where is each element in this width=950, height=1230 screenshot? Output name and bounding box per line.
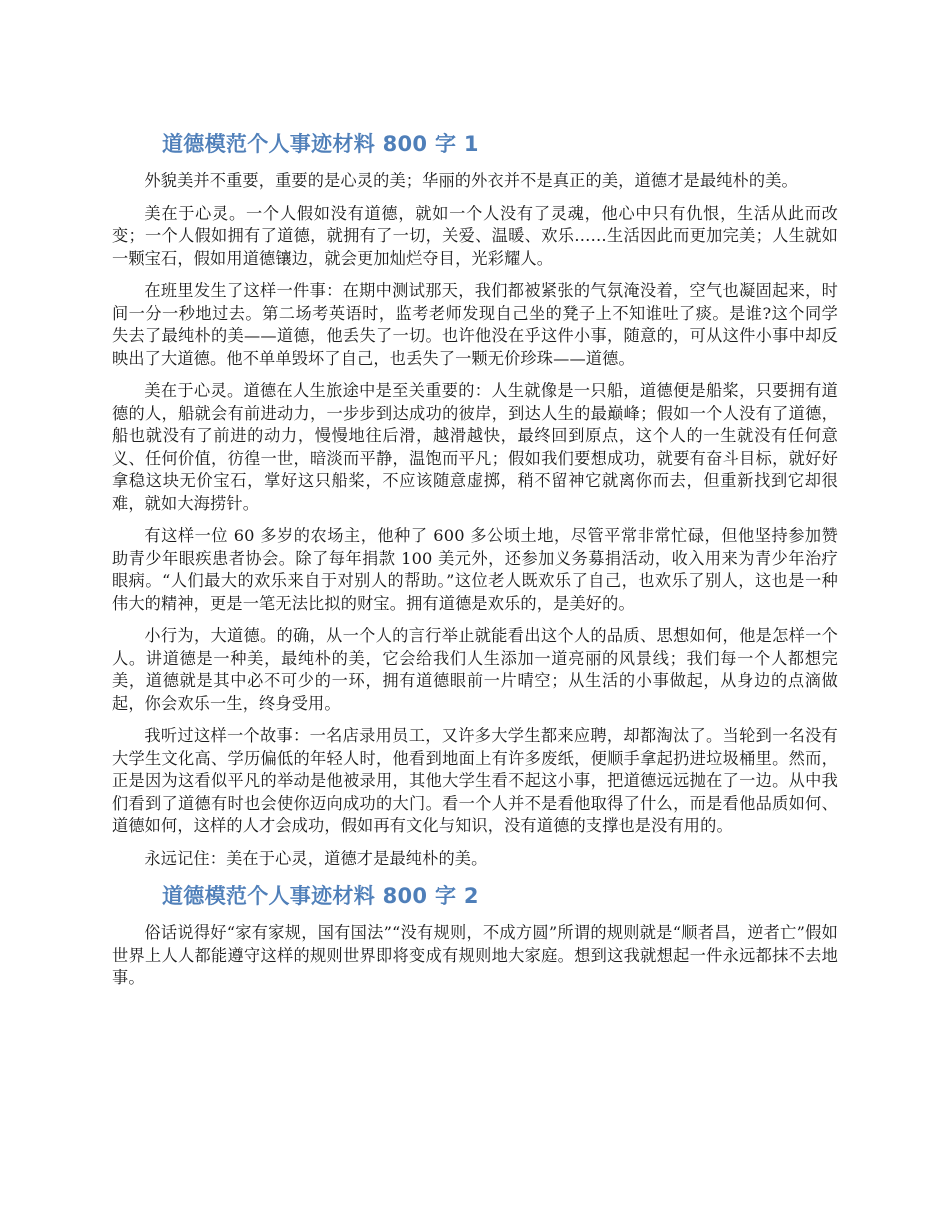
- paragraph: 有这样一位 60 多岁的农场主，他种了 600 多公顷土地，尽管平常非常忙碌，但他坚持参加赞助青少年眼疾患者协会。除了每年捐款 100 美元外，还参加义务募捐活动，收入用来为青少年治疗眼病。“人们最大的欢乐来自于对别人的帮助。”这位老人既欢乐了自己，也欢乐了别人，这也是一种伟大的精神，更是一笔无法比拟的财宝。拥有道德是欢乐的，是美好的。: [112, 526, 838, 613]
- paragraph: 小行为，大道德。的确，从一个人的言行举止就能看出这个人的品质、思想如何，他是怎样一个人。讲道德是一种美，最纯朴的美，它会给我们人生添加一道亮丽的风景线；我们每一个人都想完美，道德就是其中必不可少的一环，拥有道德眼前一片晴空；从生活的小事做起，从身边的点滴做起，你会欢乐一生，终身受用。: [112, 626, 838, 713]
- paragraph: 外貌美并不重要，重要的是心灵的美；华丽的外衣并不是真正的美，道德才是最纯朴的美。: [144, 171, 798, 190]
- section-title-2: 道德模范个人事迹材料 800 字 2: [162, 884, 479, 908]
- section-title-1: 道德模范个人事迹材料 800 字 1: [162, 132, 479, 156]
- paragraph: 我听过这样一个故事：一名店录用员工，又许多大学生都来应聘，却都淘汰了。当轮到一名没有大学生文化高、学历偏低的年轻人时，他看到地面上有许多废纸，便顺手拿起扔进垃圾桶里。然而，正是因为这看似平凡的举动是他被录用，其他大学生看不起这小事，把道德远远抛在了一边。从中我们看到了道德有时也会使你迈向成功的大门。看一个人并不是看他取得了什么，而是看他品质如何、道德如何，这样的人才会成功，假如再有文化与知识，没有道德的支撑也是没有用的。: [112, 726, 838, 835]
- paragraph: 美在于心灵。道德在人生旅途中是至关重要的：人生就像是一只船，道德便是船桨，只要拥有道德的人，船就会有前进动力，一步步到达成功的彼岸，到达人生的最巅峰；假如一个人没有了道德，船也就没有了前进的动力，慢慢地往后滑，越滑越快，最终回到原点，这个人的一生就没有任何意义、任何价值，彷徨一世，暗淡而平静，温饱而平凡；假如我们要想成功，就要有奋斗目标，就好好拿稳这块无价宝石，掌好这只船桨，不应该随意虚掷，稍不留神它就离你而去，但重新找到它却很难，就如大海捞针。: [112, 381, 838, 513]
- paragraph: 永远记住：美在于心灵，道德才是最纯朴的美。: [144, 848, 488, 868]
- paragraph: 美在于心灵。一个人假如没有道德，就如一个人没有了灵魂，他心中只有仇恨，生活从此而改变；一个人假如拥有了道德，就拥有了一切，关爱、温暖、欢乐……生活因此而更加完美；人生就如一颗宝石，假如用道德镶边，就会更加灿烂夺目，光彩耀人。: [112, 203, 838, 268]
- paragraph: 在班里发生了这样一件事：在期中测试那天，我们都被紧张的气氛淹没着，空气也凝固起来，时间一分一秒地过去。第二场考英语时，监考老师发现自己坐的凳子上不知谁吐了痰。是谁?这个同学失去了最纯朴的美——道德，他丢失了一切。也许他没在乎这件小事，随意的，可从这件小事中却反映出了大道德。他不单单毁坏了自己，也丢失了一颗无价珍珠——道德。: [112, 281, 838, 368]
- paragraph: 俗话说得好“家有家规，国有国法”“没有规则，不成方圆”所谓的规则就是“顺者昌，逆者亡”假如世界上人人都能遵守这样的规则世界即将变成有规则地大家庭。想到这我就想起一件永远都抹不去地事。: [112, 923, 838, 987]
